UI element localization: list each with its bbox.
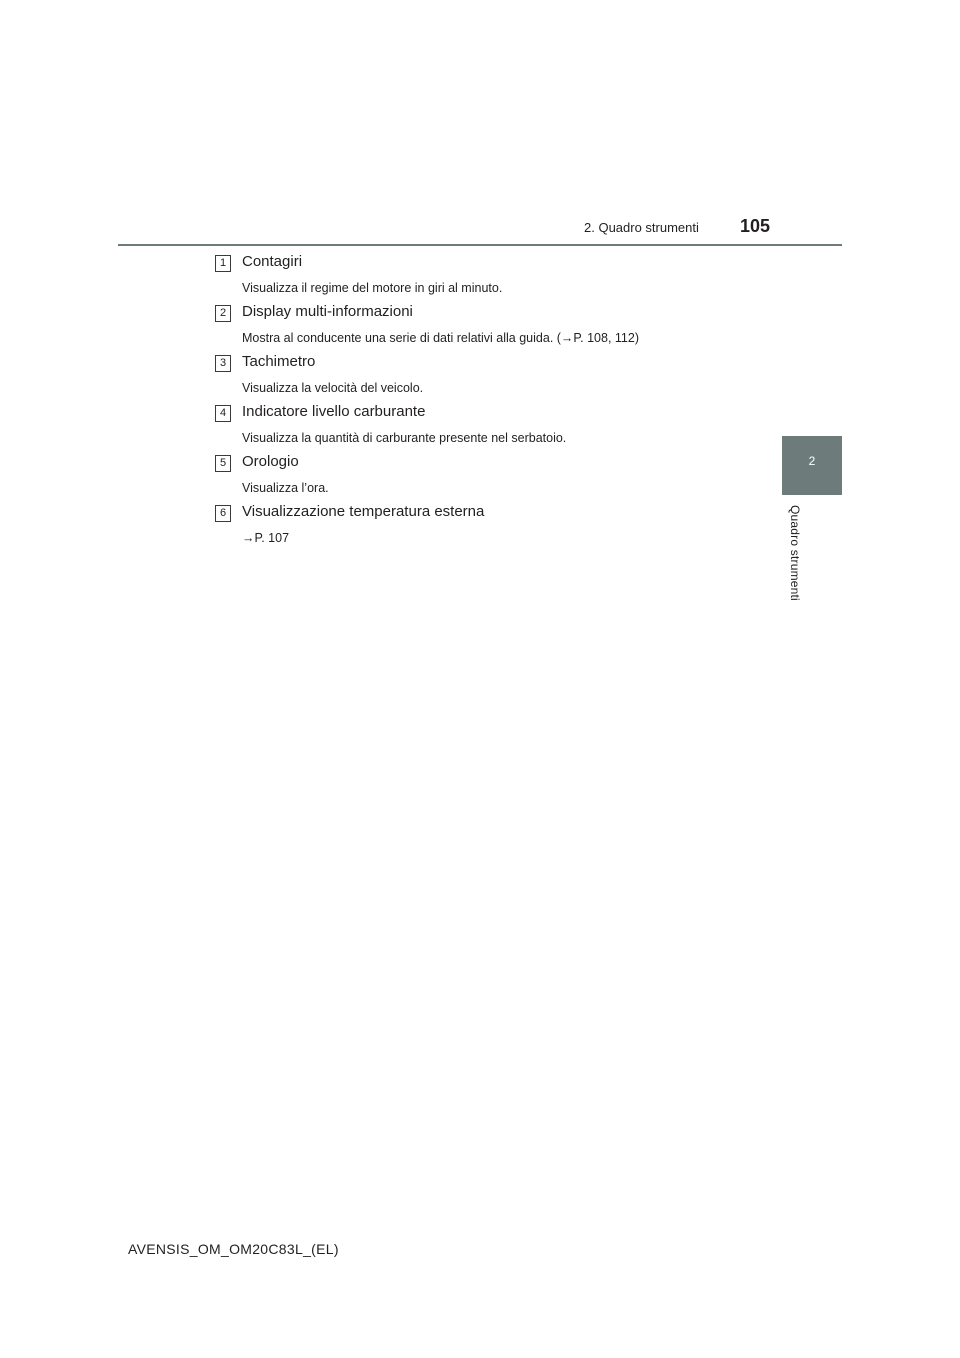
item-number-badge: 1 [215,255,231,272]
item-title: Visualizzazione temperatura esterna [242,503,485,520]
item-description: Visualizza la velocità del veicolo. [242,381,424,395]
item-number-badge: 6 [215,505,231,522]
chapter-side-label: Quadro strumenti [788,505,802,601]
item-description: Visualizza il regime del motore in giri al minuto. [242,281,503,295]
list-item [215,253,775,303]
item-page-reference-link[interactable]: →P. 107 [242,531,290,545]
item-description: Mostra al conducente una serie di dati relativi alla guida. (→P. 108, 112) [242,331,639,345]
footer-document-id: AVENSIS_OM_OM20C83L_(EL) [128,1241,339,1257]
item-number-badge: 5 [215,455,231,472]
item-description: Visualizza l’ora. [242,481,329,495]
item-number-badge: 4 [215,405,231,422]
item-title: Indicatore livello carburante [242,403,426,420]
item-title: Display multi-informazioni [242,303,413,320]
header-section-title: 2. Quadro strumenti [584,220,699,235]
item-number-badge: 3 [215,355,231,372]
list-item [215,303,775,353]
chapter-tab-number: 2 [808,454,816,468]
chapter-tab [782,436,842,495]
list-item [215,453,775,503]
item-number-badge: 2 [215,305,231,322]
item-title: Orologio [242,453,299,470]
header-rule [118,244,842,246]
list-item [215,353,775,403]
list-item [215,403,775,453]
list-item [215,503,775,553]
page-number: 105 [740,216,771,236]
item-title: Contagiri [242,253,303,270]
item-description: Visualizza la quantità di carburante presente nel serbatoio. [242,431,567,445]
item-list [215,253,775,553]
item-title: Tachimetro [242,353,316,370]
